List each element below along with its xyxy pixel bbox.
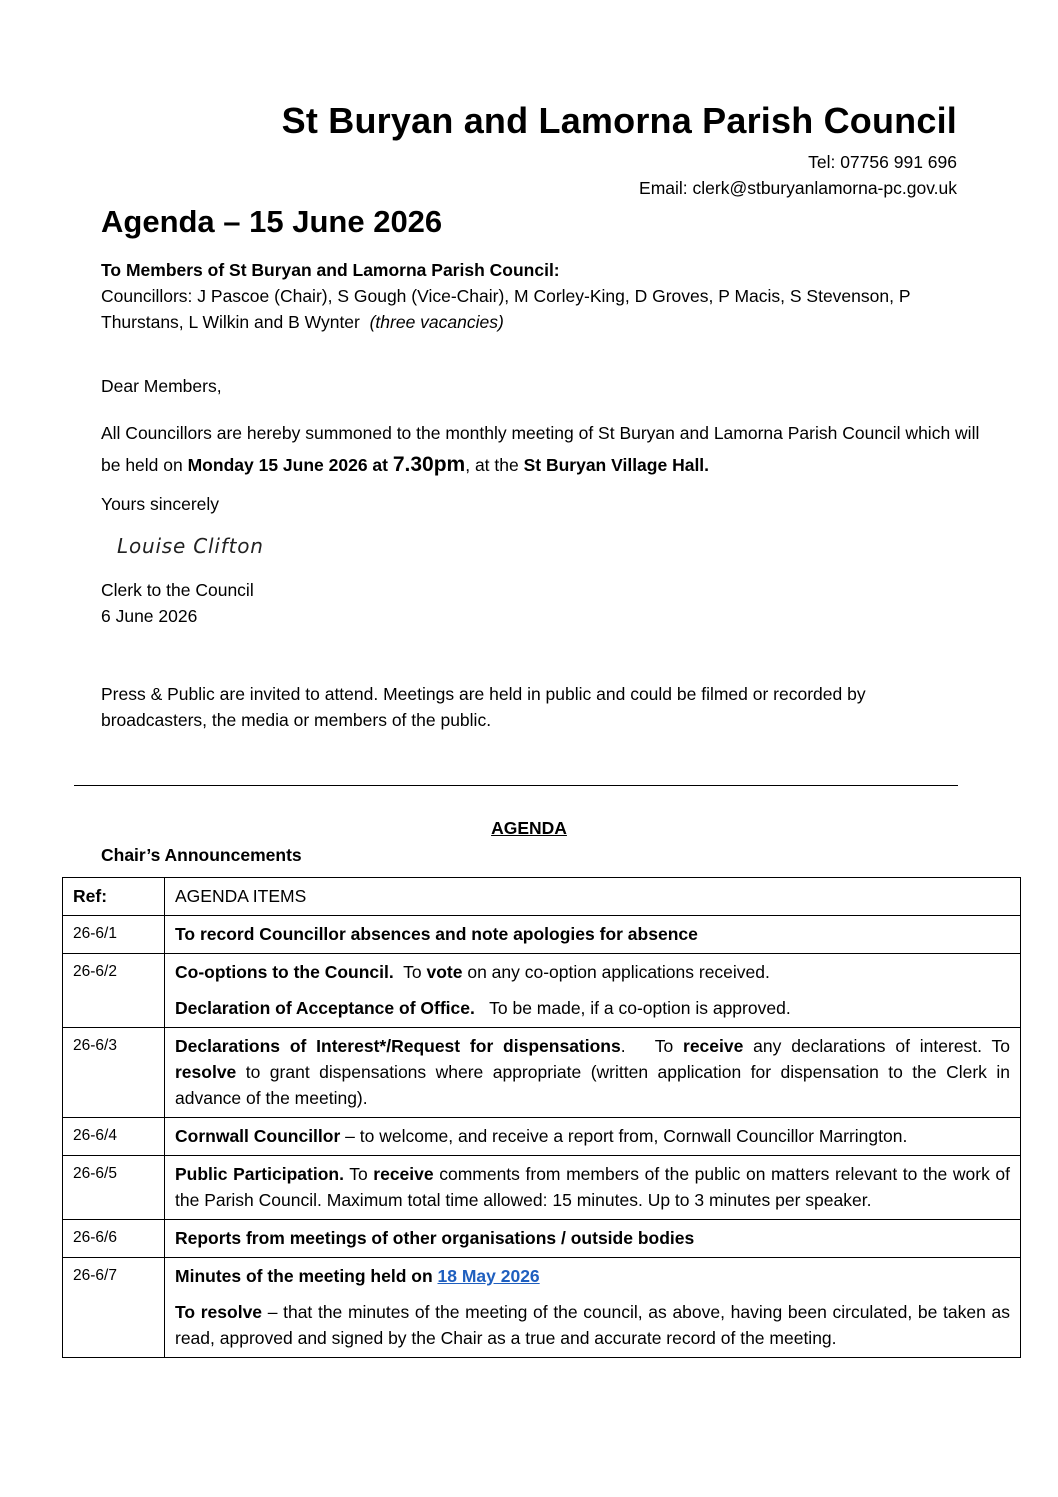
table-row <box>63 1220 1021 1258</box>
letter-date: 6 June 2026 <box>101 606 198 626</box>
item-title: Declarations of Interest*/Request for dispensations <box>175 1036 621 1056</box>
meeting-venue: St Buryan Village Hall. <box>523 455 710 475</box>
closing: Yours sincerely <box>101 494 220 514</box>
item-content <box>165 1156 1021 1220</box>
item-text: on any co-option applications received. <box>462 962 770 982</box>
item-content <box>165 1028 1021 1118</box>
header-ref: Ref: <box>63 878 165 916</box>
council-title: St Buryan and Lamorna Parish Council <box>281 100 957 141</box>
item-text: To be made, if a co-option is approved. <box>474 998 791 1018</box>
minutes-link[interactable]: 18 May 2026 <box>437 1266 540 1286</box>
item-title: Reports from meetings of other organisations / outside bodies <box>175 1228 695 1248</box>
item-text: comments from members of the public on matters relevant to the work of the Parish Council. Maximum total time allowed: 15 minutes. Up to 3 minutes per speaker. <box>175 1164 1010 1210</box>
table-row <box>63 954 1021 1028</box>
table-row <box>63 1118 1021 1156</box>
item-ref: 26-6/1 <box>63 916 165 954</box>
table-row <box>63 1028 1021 1118</box>
item-text: – that the minutes of the meeting of the council, as above, having been circulated, be taken as read, approved and signed by the Chair as a true and accurate record of the meeting. <box>175 1302 1010 1348</box>
divider-line <box>74 785 958 786</box>
item-text: – to welcome, and receive a report from, Cornwall Councillor Marrington. <box>340 1126 908 1146</box>
item-ref: 26-6/5 <box>63 1156 165 1220</box>
summons-intro: All Councillors are hereby summoned to the monthly meeting of St Buryan and Lamorna Parish Council which will be held on <box>101 423 980 475</box>
item-content <box>165 1258 1021 1358</box>
item-text: any declarations of interest. To <box>743 1036 1010 1056</box>
item-action: receive <box>373 1164 434 1184</box>
signatory-block <box>101 577 981 629</box>
item-action: vote <box>426 962 463 982</box>
vacancies-note: (three vacancies) <box>369 312 504 332</box>
item-content <box>165 1220 1021 1258</box>
clerk-signature: Louise Clifton <box>117 534 264 558</box>
table-header-row <box>63 878 1021 916</box>
item-title: Minutes of the meeting held on <box>175 1266 438 1286</box>
item-title: Public Participation. <box>175 1164 344 1184</box>
table-row <box>63 1156 1021 1220</box>
item-ref: 26-6/6 <box>63 1220 165 1258</box>
meeting-time: 7.30pm <box>392 453 466 476</box>
item-text: To <box>393 962 427 982</box>
item-ref: 26-6/4 <box>63 1118 165 1156</box>
public-notice: Press & Public are invited to attend. Meetings are held in public and could be filmed or recorded by broadcasters, the media or members of the public. <box>101 684 866 730</box>
header-agenda-items: AGENDA ITEMS <box>165 878 1021 916</box>
members-section <box>101 257 981 335</box>
meeting-date: Monday 15 June 2026 at <box>187 455 393 475</box>
item-action: To resolve <box>175 1302 263 1322</box>
members-heading: To Members of St Buryan and Lamorna Parish Council: <box>101 260 560 280</box>
item-content <box>165 916 1021 954</box>
item-title: To record Councillor absences and note apologies for absence <box>175 924 698 944</box>
summons-connector: , at the <box>465 455 524 475</box>
agenda-table <box>62 877 1021 1358</box>
item-action: receive <box>683 1036 744 1056</box>
item-text: To <box>343 1164 374 1184</box>
item-title: Cornwall Councillor <box>175 1126 341 1146</box>
item-text: to grant dispensations where appropriate (written application for dispensation to the Clerk in advance of the meeting). <box>175 1062 1010 1108</box>
item-ref: 26-6/7 <box>63 1258 165 1358</box>
chair-announcements: Chair’s Announcements <box>101 845 302 865</box>
agenda-label: AGENDA <box>491 818 567 838</box>
summons-paragraph <box>101 417 981 481</box>
council-telephone: Tel: 07756 991 696 <box>808 152 957 172</box>
councillors-names: Councillors: J Pascoe (Chair), S Gough (Vice-Chair), M Corley-King, D Groves, P Macis, S Stevenson, P Thurstans, L Wilkin and B Wynter <box>101 286 911 332</box>
salutation: Dear Members, <box>101 376 222 396</box>
item-subtitle: Declaration of Acceptance of Office. <box>175 998 475 1018</box>
councillors-list <box>101 283 981 335</box>
council-email: Email: clerk@stburyanlamorna-pc.gov.uk <box>639 178 957 198</box>
agenda-title: Agenda – 15 June 2026 <box>101 204 443 239</box>
item-ref: 26-6/2 <box>63 954 165 1028</box>
item-ref: 26-6/3 <box>63 1028 165 1118</box>
signatory-role: Clerk to the Council <box>101 580 254 600</box>
item-text: . To <box>620 1036 684 1056</box>
item-action: resolve <box>175 1062 237 1082</box>
item-title: Co-options to the Council. <box>175 962 394 982</box>
table-row <box>63 916 1021 954</box>
item-content <box>165 1118 1021 1156</box>
item-content <box>165 954 1021 1028</box>
table-row <box>63 1258 1021 1358</box>
